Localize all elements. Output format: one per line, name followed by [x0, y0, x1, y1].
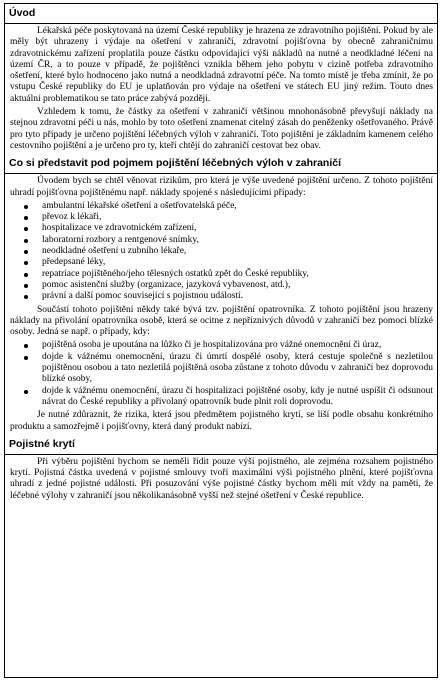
intro-paragraph-1: Lékařská péče poskytovaná na území České republiky je hrazena ze zdravotního pojištění. Pokud by ale měly být uhrazeny i výdaje na ošetření v zahraničí, zdravotní pojišťovna by obecně zahraničnímu zdravotnickému zařízení proplatila pouze částku odpovídající výši nákladů na nutné a neodkladné léčení na území ČR, a to pouze v případě, že pojištěnci vznikla během jeho pobytu v cizině potřeba zdravotního ošetření, které bylo hodnoceno jako nutná a neodkladná zdravotní péče. Na tomto místě je třeba zmínit, že po vstupu České republiky do EU je uplatňován pro výdaje na ošetření ve státech EU jiný režim. Touto dnes aktuální problematikou se tato práce zabývá později.	[10, 26, 433, 104]
list-item: předepsané léky,	[42, 257, 433, 268]
list-item: neodkladné ošetření u zubního lékaře,	[42, 246, 433, 257]
heading-definition: Co si představit pod pojmem pojištění léčebných výloh v zahraničí	[5, 157, 437, 174]
coverage-note: Je nutné zdůraznit, že rizika, která jsou předmětem pojistného krytí, se liší podle obsahu konkrétního produktu a samozřejmě i pojišťovny, která daný produkt nabízí.	[10, 410, 433, 432]
list-item: pojištěná osoba je upoutána na lůžko či je hospitalizována pro vážné onemocnění či úraz,	[42, 340, 433, 351]
document-page	[4, 3, 438, 678]
list-item: pomoc asistenční služby (organizace, jazyková vybavenost, atd.),	[42, 280, 433, 291]
list-item: převoz k lékaři,	[42, 212, 433, 223]
heading-coverage: Pojistné krytí	[5, 438, 437, 455]
list-item: hospitalizace ve zdravotnickém zařízení,	[42, 223, 433, 234]
list-item: laboratorní rozbory a rentgenové snímky,	[42, 235, 433, 246]
list-item: dojde k vážnému onemocnění, úrazu či hospitalizaci pojištěné osoby, kdy je nutné uspíšit či odsunout návrat do České republiky a přivolaný opatrovník bude plnit roli doprovodu.	[42, 385, 433, 407]
definition-intro: Úvodem bych se chtěl věnovat rizikům, pro která je výše uvedené pojištění určeno. Z tohoto pojištění uhradí pojišťovna pojištěnému např. náklady spojené s následujícími případy:	[10, 176, 433, 198]
coverage-paragraph: Při výběru pojištění bychom se neměli řídit pouze výší pojistného, ale zejména rozsahem pojistného krytí. Pojistná částka uvedená v pojistné smlouvy tvoří maximální výši pojistného plnění, které pojišťovna uhradí z jedné pojistné události. Při posuzování výše pojistné částky bychom měli mít vždy na paměti, že léčebné výlohy v zahraničí jsou několikanásobně vyšší než stejné ošetření v České republice.	[10, 456, 433, 501]
list-item: dojde k vážnému onemocnění, úrazu či úmrtí dospělé osoby, která cestuje společně s nezletilou pojištěnou osobou a tato nezletilá pojištěná osoba zůstane z tohoto důvodu v zahraničí bez doprovodu blízké osoby,	[42, 351, 433, 385]
list-item: ambulantní lékařské ošetření a ošetřovatelská péče,	[42, 201, 433, 212]
intro-paragraph-2: Vzhledem k tomu, že částky za ošetření v zahraničí většinou mnohonásobně převyšují náklady na stejnou zdravotní péči u nás, mohlo by toto ošetření znamenat citelný zásah do peněženky ošetřovaného. Právě pro tyto případy je určeno pojištění léčebných výloh v zahraničí. Toto pojištění je základním kamenem celého cestovního pojištění a je určeno pro ty, kteří chtějí do zahraničí cestovat bez obav.	[10, 107, 433, 151]
list-item: repatriace pojištěného/jeho tělesných ostatků zpět do České republiky,	[42, 269, 433, 280]
covered-cases-list	[10, 201, 433, 303]
guardian-paragraph: Součástí tohoto pojištění někdy také bývá tzv. pojištění opatrovníka. Z tohoto pojištění jsou hrazeny náklady na přivolání opatrovníka osobě, která se ocitne z nepříznivých důvodů v zahraničí bez pomoci blízké osoby. Jedná se např. o případy, kdy:	[10, 304, 433, 338]
heading-intro: Úvod	[5, 7, 437, 24]
list-item: právní a další pomoc související s pojistnou událostí.	[42, 291, 433, 302]
guardian-cases-list	[10, 340, 433, 408]
